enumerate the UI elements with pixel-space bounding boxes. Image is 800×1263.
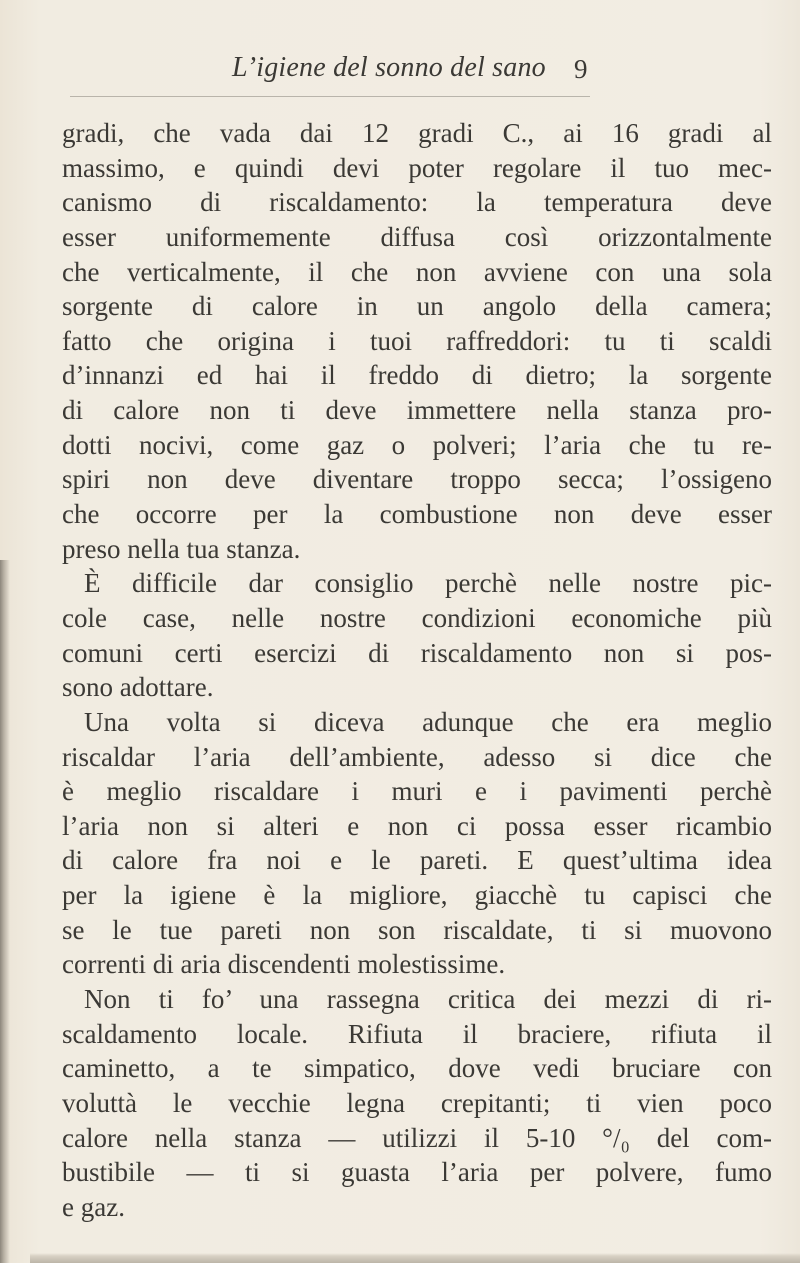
text-line: per la igiene è la migliore, giacchè tu capisci che bbox=[62, 880, 772, 911]
text-line: correnti di aria discendenti molestissime. bbox=[62, 949, 506, 980]
text-line: Non ti fo’ una rassegna critica dei mezzi di ri- bbox=[84, 984, 772, 1015]
text-line: È difficile dar consiglio perchè nelle nostre pic- bbox=[84, 568, 772, 599]
text-line: canismo di riscaldamento: la temperatura deve bbox=[62, 187, 772, 218]
text-line: bustibile — ti si guasta l’aria per polvere, fumo bbox=[62, 1157, 772, 1188]
text-line: e gaz. bbox=[62, 1191, 125, 1222]
page-header bbox=[0, 44, 800, 94]
body-text bbox=[62, 116, 772, 1225]
text-line: Una volta si diceva adunque che era meglio bbox=[84, 706, 772, 737]
page-edge-shadow bbox=[0, 560, 10, 1263]
text-line: gradi, che vada dai 12 gradi C., ai 16 gradi al bbox=[62, 118, 772, 148]
text-line: l’aria non si alteri e non ci possa esser ricambio bbox=[62, 810, 772, 841]
text-line: che occorre per la combustione non deve esser bbox=[62, 499, 772, 530]
text-line: sono adottare. bbox=[62, 672, 214, 703]
text-line: scaldamento locale. Rifiuta il braciere, rifiuta il bbox=[62, 1018, 772, 1049]
text-line: d’innanzi ed hai il freddo di dietro; la sorgente bbox=[62, 360, 772, 391]
text-line: di calore non ti deve immettere nella stanza pro- bbox=[62, 395, 772, 426]
text-line: cole case, nelle nostre condizioni economiche più bbox=[62, 602, 772, 633]
text-line: riscaldar l’aria dell’ambiente, adesso si dice che bbox=[62, 741, 772, 772]
text-line: sorgente di calore in un angolo della camera; bbox=[62, 291, 772, 322]
text-line: se le tue pareti non son riscaldate, ti si muovono bbox=[62, 914, 772, 945]
text-line: fatto che origina i tuoi raffreddori: tu ti scaldi bbox=[62, 325, 772, 356]
text-line: preso nella tua stanza. bbox=[62, 533, 301, 564]
text-line: dotti nocivi, come gaz o polveri; l’aria che tu re- bbox=[62, 429, 772, 460]
text-line: massimo, e quindi devi poter regolare il tuo mec- bbox=[62, 152, 772, 183]
text-line: è meglio riscaldare i muri e i pavimenti perchè bbox=[62, 776, 772, 807]
page-bottom-shadow bbox=[30, 1253, 800, 1263]
text-line: voluttà le vecchie legna crepitanti; ti vien poco bbox=[62, 1087, 772, 1118]
running-title: L’igiene del sonno del sano bbox=[232, 52, 546, 83]
text-line: esser uniformemente diffusa così orizzontalmente bbox=[62, 221, 772, 252]
text-line: caminetto, a te simpatico, dove vedi bruciare con bbox=[62, 1053, 772, 1084]
text-line: di calore fra noi e le pareti. E quest’ultima idea bbox=[62, 845, 772, 876]
text-line: che verticalmente, il che non avviene con una sola bbox=[62, 256, 772, 287]
page-number: 9 bbox=[574, 54, 588, 84]
header-rule bbox=[70, 96, 590, 97]
text-line: spiri non deve diventare troppo secca; l’ossigeno bbox=[62, 464, 772, 495]
text-line: calore nella stanza — utilizzi il 5-10 °/₀ del com- bbox=[62, 1122, 772, 1153]
text-line: comuni certi esercizi di riscaldamento non si pos- bbox=[62, 637, 772, 668]
